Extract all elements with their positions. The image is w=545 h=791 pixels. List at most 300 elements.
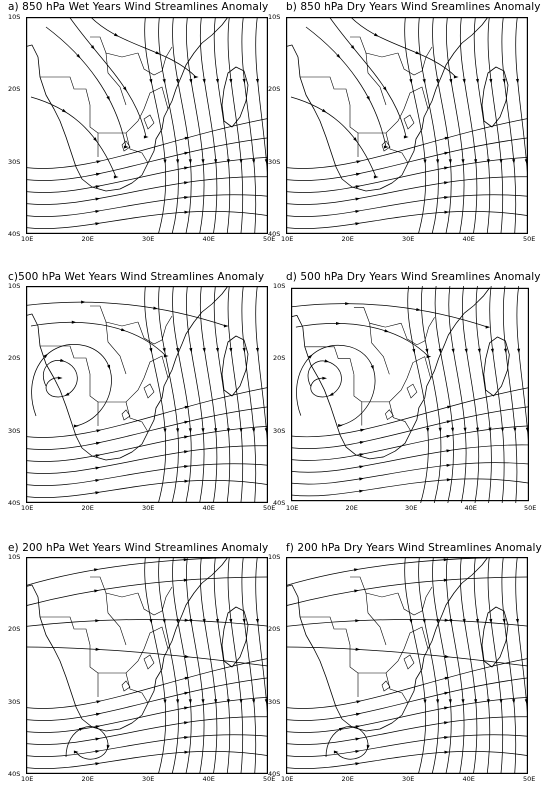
streamline-arrow: [216, 619, 219, 624]
streamline-arrow: [203, 348, 206, 353]
lon-tick-label: 50E: [524, 504, 537, 512]
streamline-arrow: [354, 589, 359, 592]
streamline: [186, 17, 204, 234]
streamline-arrow: [444, 181, 449, 184]
streamline: [286, 735, 528, 757]
streamline: [286, 751, 528, 768]
streamline-arrow: [58, 376, 63, 379]
streamline: [286, 677, 528, 721]
lon-tick-label: 20E: [81, 235, 94, 243]
streamline-arrow: [184, 480, 189, 483]
streamline-arrow: [446, 464, 451, 467]
country-border: [138, 53, 162, 75]
africa-coastline: [26, 557, 228, 731]
lat-tick-label: 40S: [8, 499, 21, 507]
lon-tick-label: 20E: [345, 504, 358, 512]
lat-tick-label: 30S: [273, 426, 286, 435]
africa-coastline: [291, 288, 490, 459]
lon-tick-label: 20E: [81, 504, 94, 512]
streamline-arrow: [184, 181, 189, 184]
streamline: [26, 677, 268, 721]
streamline-arrow: [447, 478, 452, 481]
country-border: [350, 577, 398, 597]
country-border: [425, 317, 435, 341]
map-e: [26, 557, 268, 774]
streamline-arrow: [96, 648, 101, 651]
lon-tick-label: 50E: [263, 235, 276, 243]
streamline-arrow: [256, 348, 259, 353]
streamline: [286, 211, 528, 228]
streamline-arrow: [189, 348, 192, 353]
streamline-arrow: [516, 619, 519, 624]
streamline-arrow: [338, 424, 343, 427]
streamline: [503, 286, 517, 503]
streamline-arrow: [203, 79, 206, 84]
streamline-arrow: [454, 75, 459, 78]
streamline: [242, 17, 256, 234]
lon-tick-label: 40E: [202, 504, 215, 512]
lat-tick-label: 20S: [8, 354, 21, 363]
lon-tick-label: 10E: [281, 235, 294, 243]
country-border: [144, 87, 168, 109]
streamline: [26, 735, 268, 757]
lat-tick-label: 20S: [268, 625, 281, 634]
africa-coastline: [26, 17, 228, 191]
streamline-arrow: [444, 751, 449, 754]
streamline-arrow: [94, 568, 99, 571]
streamline-arrow: [489, 79, 492, 84]
streamline-arrow: [503, 79, 506, 84]
country-border: [398, 53, 422, 75]
streamline-arrow: [345, 302, 350, 305]
streamline-arrow: [184, 450, 189, 453]
lat-tick-label: 30S: [268, 697, 281, 706]
africa-coastline: [286, 17, 488, 191]
lon-tick-label: 40E: [202, 235, 215, 243]
streamline-arrow: [95, 222, 100, 225]
country-border: [407, 357, 431, 379]
streamline-arrow: [517, 349, 520, 354]
streamline-arrow: [449, 79, 452, 84]
streamline-arrow: [216, 348, 219, 353]
streamline: [286, 557, 528, 587]
streamline-arrow: [383, 87, 387, 92]
streamline-arrow: [96, 160, 101, 163]
lon-tick-label: 30E: [142, 775, 155, 783]
streamline: [291, 479, 529, 496]
lake-outline: [382, 681, 390, 691]
lat-tick-label: 20S: [273, 354, 286, 363]
streamline: [242, 286, 256, 503]
streamline: [502, 557, 516, 774]
streamline-arrow: [449, 619, 452, 624]
streamline-arrow: [185, 406, 190, 409]
streamline: [26, 195, 268, 217]
streamline-arrow: [114, 33, 119, 37]
streamline-arrow: [322, 377, 327, 380]
lake-outline: [122, 410, 130, 420]
country-border: [40, 617, 90, 645]
country-border: [422, 587, 432, 611]
streamline-arrow: [256, 619, 259, 624]
country-border: [350, 105, 358, 157]
streamline-arrow: [444, 736, 449, 739]
lat-tick-label: 10S: [8, 282, 21, 290]
map-c: [26, 286, 268, 503]
streamline-arrow: [184, 736, 189, 739]
streamline-arrow: [476, 79, 479, 84]
lat-tick-label: 20S: [8, 625, 21, 634]
streamline-arrow: [81, 301, 86, 304]
streamline-arrow: [224, 324, 229, 327]
streamline-arrow: [334, 750, 339, 753]
streamline-arrow: [144, 135, 149, 138]
country-border: [366, 593, 386, 645]
streamline: [31, 97, 116, 177]
streamline-arrow: [516, 79, 519, 84]
lon-tick-label: 10E: [21, 235, 34, 243]
country-border: [90, 577, 138, 597]
streamline: [421, 286, 441, 503]
map-b: [286, 17, 528, 234]
lake-outline: [144, 115, 154, 129]
streamline-arrow: [444, 211, 449, 214]
streamline-arrow: [371, 365, 374, 370]
streamline: [26, 751, 268, 768]
streamline-arrow: [153, 307, 158, 310]
streamline-arrow: [356, 648, 361, 651]
lat-tick-label: 10S: [8, 13, 21, 21]
streamline-arrow: [184, 751, 189, 754]
country-border: [350, 645, 358, 697]
streamline-arrow: [95, 491, 100, 494]
country-border: [162, 587, 172, 611]
streamline: [256, 17, 268, 234]
country-border: [90, 374, 98, 426]
country-border: [98, 109, 144, 133]
streamline-arrow: [72, 321, 77, 324]
country-border: [144, 627, 168, 649]
streamline: [286, 577, 528, 607]
streamline: [516, 17, 528, 234]
streamline-arrow: [444, 196, 449, 199]
streamline-arrow: [107, 365, 110, 370]
streamline: [346, 17, 456, 77]
streamline: [172, 557, 191, 774]
lat-tick-label: 40S: [273, 499, 286, 507]
streamline-arrow: [74, 750, 79, 753]
lon-tick-label: 40E: [462, 235, 475, 243]
map-d: [291, 286, 529, 503]
streamline-arrow: [65, 393, 70, 396]
country-border: [90, 306, 138, 326]
streamline-arrow: [95, 619, 100, 622]
streamline-arrow: [62, 109, 67, 113]
country-border: [126, 673, 148, 703]
lake-outline: [407, 384, 417, 398]
country-border: [358, 649, 404, 673]
lat-tick-label: 40S: [8, 770, 21, 778]
country-border: [305, 347, 354, 375]
lat-tick-label: 30S: [8, 157, 21, 166]
lat-tick-label: 40S: [268, 770, 281, 778]
lat-tick-label: 10S: [273, 282, 286, 290]
streamline-arrow: [356, 160, 361, 163]
streamline-arrow: [486, 326, 491, 329]
streamline-arrow: [446, 449, 451, 452]
map-frame: [27, 287, 268, 503]
country-border: [358, 109, 404, 133]
streamline: [326, 17, 406, 137]
map-frame: [287, 558, 528, 774]
streamline: [159, 17, 179, 234]
country-border: [90, 645, 98, 697]
lon-tick-label: 20E: [341, 775, 354, 783]
streamline: [186, 557, 204, 774]
lat-tick-label: 30S: [8, 426, 21, 435]
streamline-arrow: [356, 700, 361, 703]
streamline-arrow: [95, 762, 100, 765]
streamline: [291, 445, 529, 472]
country-border: [300, 77, 350, 105]
streamline: [172, 286, 191, 503]
streamline-arrow: [189, 79, 192, 84]
streamline: [26, 464, 268, 486]
streamline-arrow: [194, 75, 199, 78]
lat-tick-label: 20S: [268, 85, 281, 94]
streamline: [26, 177, 268, 205]
lon-tick-label: 30E: [402, 775, 415, 783]
lon-tick-label: 30E: [142, 504, 155, 512]
country-border: [354, 307, 401, 327]
streamline: [432, 17, 451, 234]
streamline-arrow: [94, 589, 99, 592]
country-border: [350, 37, 398, 57]
streamline-arrow: [478, 349, 481, 354]
streamline-arrow: [445, 677, 450, 680]
streamline: [256, 286, 268, 503]
map-frame: [292, 288, 529, 500]
panel-title-f: f) 200 hPa Dry Years Wind Streamlines Anomaly: [286, 542, 542, 554]
country-border: [138, 593, 162, 615]
streamline-arrow: [463, 79, 466, 84]
streamline-arrow: [476, 619, 479, 624]
streamline: [26, 557, 268, 587]
streamline-arrow: [324, 359, 329, 362]
streamline: [86, 17, 196, 77]
streamline-arrow: [444, 692, 449, 695]
streamline-arrow: [416, 308, 421, 311]
streamline-arrow: [123, 87, 127, 92]
streamline: [286, 177, 528, 205]
streamline-arrow: [96, 429, 101, 432]
lon-tick-label: 30E: [402, 235, 415, 243]
streamline-arrow: [243, 619, 246, 624]
streamline: [502, 17, 516, 234]
streamline: [449, 286, 466, 503]
streamline: [286, 717, 528, 745]
streamline-arrow: [427, 355, 432, 358]
streamline-arrow: [185, 677, 190, 680]
streamline-arrow: [366, 96, 370, 101]
streamline: [159, 557, 179, 774]
streamline: [291, 406, 529, 449]
lat-tick-label: 10S: [268, 553, 281, 561]
country-border: [98, 649, 144, 673]
country-border: [106, 593, 126, 645]
streamline-arrow: [229, 348, 232, 353]
map-frame: [287, 18, 528, 234]
lat-tick-label: 40S: [8, 230, 21, 238]
streamline-arrow: [384, 329, 389, 332]
lake-outline: [144, 655, 154, 669]
streamline-arrow: [60, 359, 65, 362]
streamline-arrow: [121, 328, 126, 331]
streamline-arrow: [184, 721, 189, 724]
streamline-arrow: [96, 700, 101, 703]
lon-tick-label: 10E: [21, 775, 34, 783]
country-border: [404, 87, 428, 109]
streamline-arrow: [445, 137, 450, 140]
streamline-arrow: [164, 354, 169, 357]
streamline-arrow: [404, 135, 409, 138]
streamline-arrow: [465, 349, 468, 354]
streamline: [159, 286, 179, 503]
country-border: [354, 374, 362, 425]
lon-tick-label: 40E: [464, 504, 477, 512]
panel-title-e: e) 200 hPa Wet Years Wind Streamlines Anomaly: [8, 542, 269, 554]
africa-coastline: [26, 286, 228, 460]
streamline-arrow: [336, 322, 341, 325]
country-border: [98, 378, 144, 402]
country-border: [389, 402, 411, 432]
streamline: [26, 211, 268, 228]
lon-tick-label: 50E: [263, 775, 276, 783]
lon-tick-label: 30E: [142, 235, 155, 243]
lon-tick-label: 20E: [341, 235, 354, 243]
country-border: [144, 356, 168, 378]
lake-outline: [144, 384, 154, 398]
lon-tick-label: 30E: [405, 504, 418, 512]
streamline: [446, 557, 464, 774]
streamline: [419, 17, 439, 234]
country-border: [126, 402, 148, 432]
streamline-arrow: [185, 655, 190, 658]
streamline-arrow: [184, 465, 189, 468]
streamline: [432, 557, 451, 774]
streamline: [26, 406, 268, 450]
streamline-arrow: [355, 762, 360, 765]
country-border: [401, 323, 425, 345]
lake-outline: [404, 115, 414, 129]
map-a: [26, 17, 268, 234]
streamline-arrow: [184, 692, 189, 695]
map-f: [286, 557, 528, 774]
streamline-arrow: [256, 79, 259, 84]
streamline: [26, 717, 268, 745]
streamline: [172, 17, 191, 234]
streamline: [26, 480, 268, 497]
streamline-arrow: [114, 175, 119, 178]
country-border: [398, 593, 422, 615]
streamline: [446, 17, 464, 234]
lon-tick-label: 10E: [21, 504, 34, 512]
streamline-arrow: [354, 568, 359, 571]
streamline-arrow: [74, 424, 79, 427]
streamline-arrow: [355, 619, 360, 622]
streamline-arrow: [447, 420, 452, 423]
streamline-arrow: [445, 619, 450, 622]
streamline: [419, 557, 439, 774]
country-border: [362, 378, 407, 402]
streamline: [435, 286, 453, 503]
streamline: [66, 17, 146, 137]
panel-title-a: a) 850 hPa Wet Years Wind Streamlines Anomaly: [8, 1, 269, 13]
streamline-arrow: [359, 490, 364, 493]
streamline: [517, 286, 529, 503]
streamline-arrow: [374, 175, 379, 178]
streamline-arrow: [445, 655, 450, 658]
country-border: [386, 673, 408, 703]
lon-tick-label: 10E: [281, 775, 294, 783]
streamline-arrow: [229, 79, 232, 84]
streamline-arrow: [452, 349, 455, 354]
streamline-arrow: [444, 152, 449, 155]
panel-title-b: b) 850 hPa Dry Years Wind Sreamlines Anomaly: [286, 1, 541, 13]
streamline: [26, 446, 268, 474]
lake-outline: [385, 410, 393, 420]
country-border: [90, 37, 138, 57]
streamline-arrow: [243, 79, 246, 84]
streamline-arrow: [447, 406, 452, 409]
streamline-arrow: [491, 349, 494, 354]
streamline-arrow: [360, 429, 365, 432]
lon-tick-label: 10E: [286, 504, 299, 512]
streamline-arrow: [374, 33, 379, 37]
streamline: [291, 463, 529, 485]
streamline-arrow: [444, 721, 449, 724]
lat-tick-label: 10S: [268, 13, 281, 21]
lat-tick-label: 40S: [268, 230, 281, 238]
streamline-arrow: [355, 222, 360, 225]
country-border: [162, 316, 172, 340]
africa-coastline: [286, 557, 488, 731]
streamline-arrow: [329, 393, 334, 396]
country-border: [300, 617, 350, 645]
streamline-arrow: [189, 619, 192, 624]
streamline-arrow: [504, 349, 507, 354]
streamline: [26, 577, 268, 607]
streamline: [291, 97, 376, 177]
streamline-arrow: [184, 211, 189, 214]
lat-tick-label: 30S: [8, 697, 21, 706]
streamline: [286, 195, 528, 217]
lat-tick-label: 10S: [8, 553, 21, 561]
lon-tick-label: 50E: [263, 504, 276, 512]
lon-tick-label: 40E: [462, 775, 475, 783]
panel-title-d: d) 500 hPa Dry Years Wind Sreamlines Anomaly: [286, 271, 541, 283]
country-border: [40, 346, 90, 374]
lon-tick-label: 50E: [523, 775, 536, 783]
streamline-arrow: [184, 421, 189, 424]
lat-tick-label: 20S: [8, 85, 21, 94]
lake-outline: [404, 655, 414, 669]
country-border: [90, 105, 98, 157]
country-border: [40, 77, 90, 105]
country-border: [138, 322, 162, 344]
lon-tick-label: 40E: [202, 775, 215, 783]
lake-outline: [122, 681, 130, 691]
